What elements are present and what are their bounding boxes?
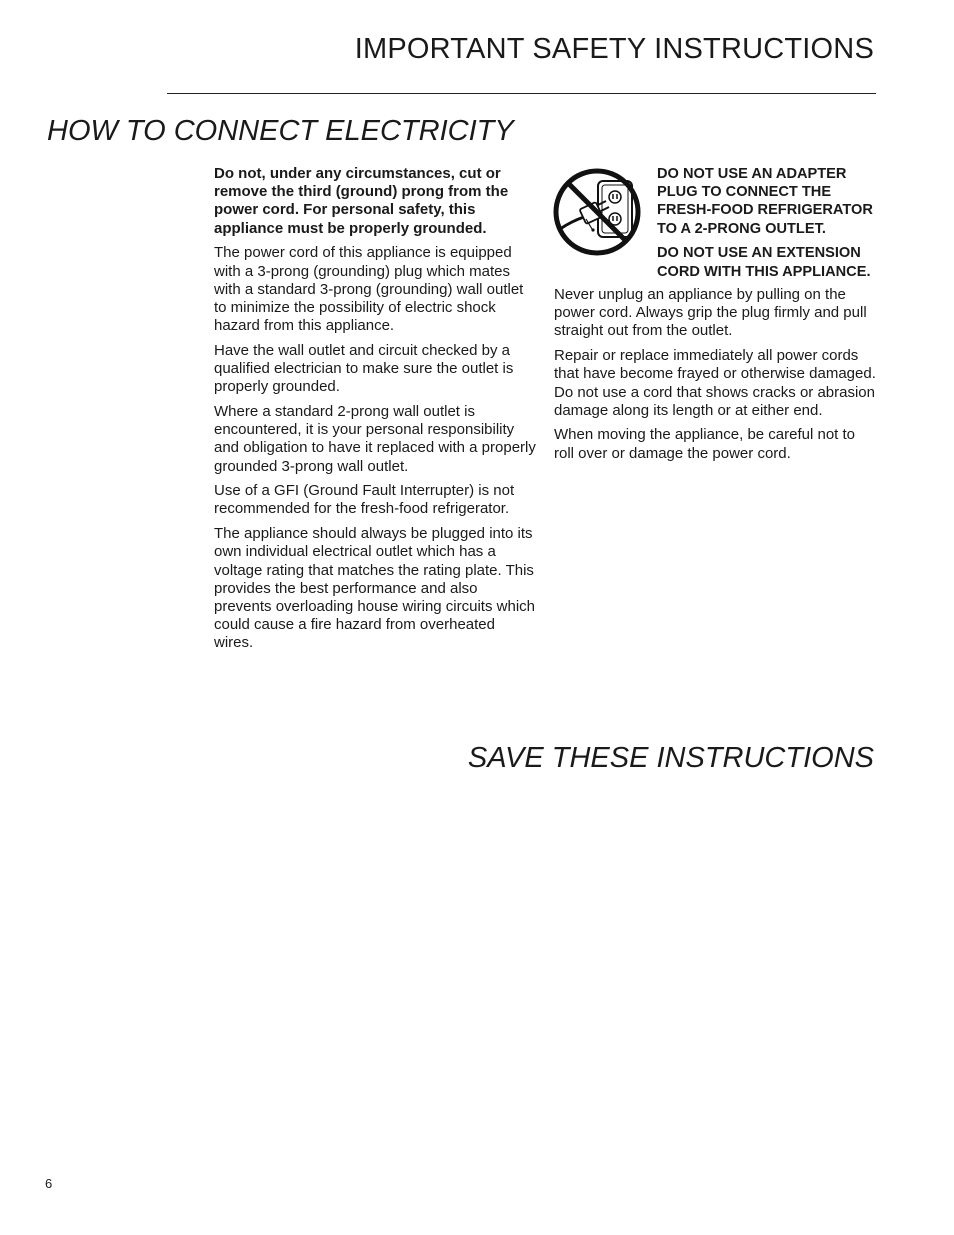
paragraph-2-prong-outlet: Where a standard 2-prong wall outlet is encountered, it is your personal responsibility and obligation to have it replaced with a properly grounded 3-prong wall outlet. xyxy=(214,402,536,475)
paragraph-power-cord: The power cord of this appliance is equipped with a 3-prong (grounding) plug which mates with a standard 3-prong (grounding) wall outlet to minimize the possibility of electric shock hazard from this appliance. xyxy=(214,244,524,335)
right-column xyxy=(554,286,876,469)
paragraph-repair-cords: Repair or replace immediately all power cords that have become frayed or otherwise damaged. Do not use a cord that shows cracks or abrasion damage along its length or at either end. xyxy=(554,347,876,419)
save-instructions-title: SAVE THESE INSTRUCTIONS xyxy=(467,742,874,774)
adapter-plug-warning: DO NOT USE AN ADAPTER PLUG TO CONNECT THE FRESH-FOOD REFRIGERATOR TO A 2-PRONG OUTLET. xyxy=(657,166,873,237)
header-divider xyxy=(167,93,876,94)
paragraph-outlet-check: Have the wall outlet and circuit checked by a qualified electrician to make sure the outlet is properly grounded. xyxy=(214,341,514,396)
paragraph-moving: When moving the appliance, be careful not to roll over or damage the power cord. xyxy=(554,426,856,462)
paragraph-unplug: Never unplug an appliance by pulling on the power cord. Always grip the plug firmly and pull straight out from the outlet. xyxy=(554,286,867,340)
page-header-title: IMPORTANT SAFETY INSTRUCTIONS xyxy=(354,33,874,65)
section-title: HOW TO CONNECT ELECTRICITY xyxy=(47,115,514,147)
paragraph-individual-outlet: The appliance should always be plugged into its own individual electrical outlet which has a voltage rating that matches the rating plate. This provides the best performance and also prevents overloading house wiring circuits which could cause a fire hazard from overheated wires. xyxy=(214,525,535,652)
page-number: 6 xyxy=(45,1176,53,1191)
adapter-warning-block xyxy=(657,165,882,287)
paragraph-gfi: Use of a GFI (Ground Fault Interrupter) is not recommended for the fresh-food refrigerator. xyxy=(214,482,515,518)
ground-prong-warning: Do not, under any circumstances, cut or remove the third (ground) prong from the power cord. For personal safety, this appliance must be properly grounded. xyxy=(214,165,509,237)
left-column xyxy=(214,165,536,659)
extension-cord-warning: DO NOT USE AN EXTENSION CORD WITH THIS APPLIANCE. xyxy=(657,245,871,280)
no-adapter-plug-icon xyxy=(552,167,642,257)
